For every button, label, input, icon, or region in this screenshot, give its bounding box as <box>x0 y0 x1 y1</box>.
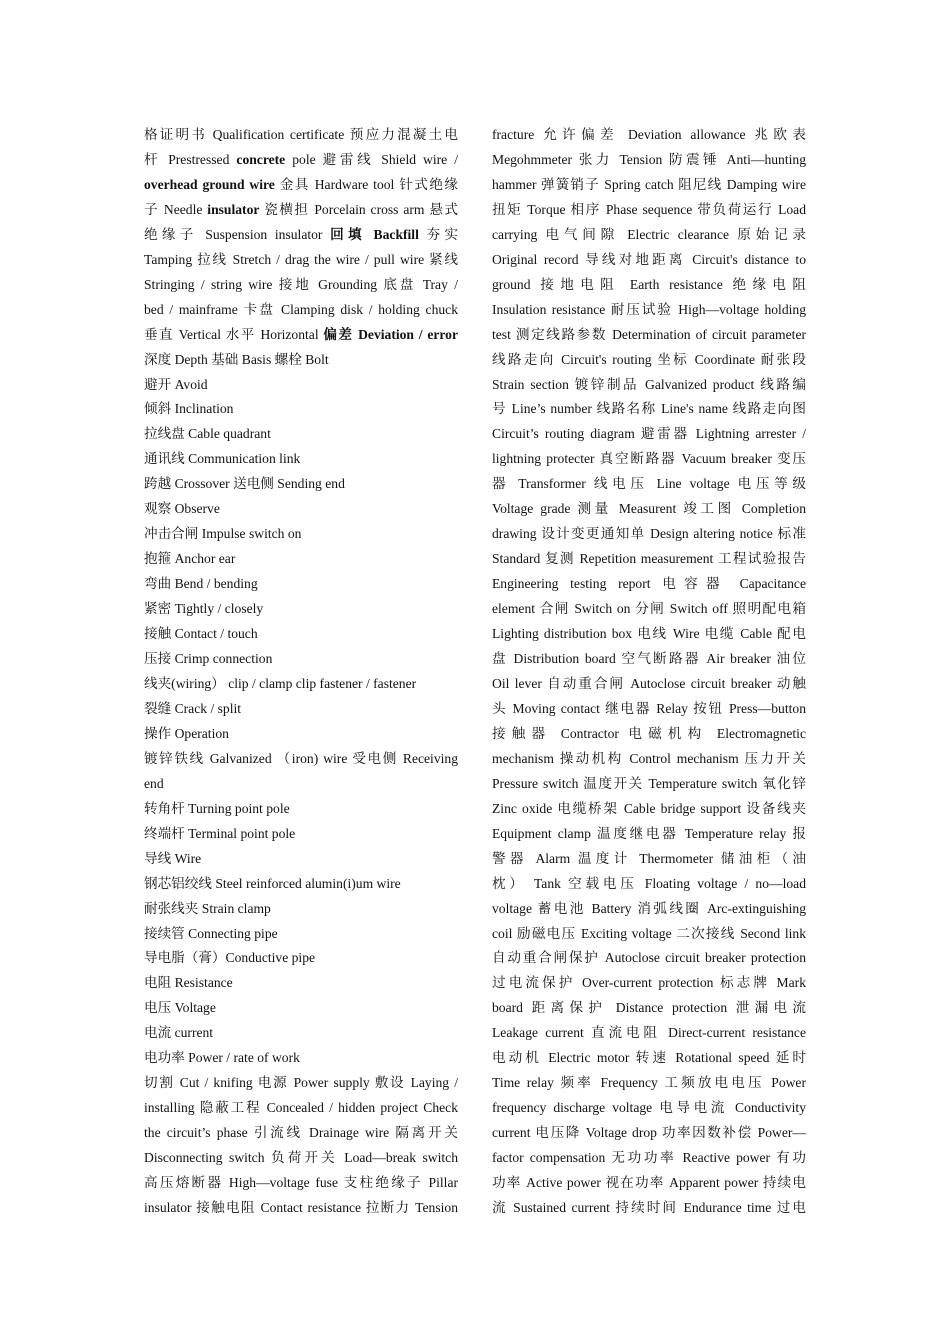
bold-term: overhead ground wire <box>144 176 275 192</box>
line-text: 冲击合闸 Impulse switch on <box>144 526 302 542</box>
text-line <box>492 1196 806 1221</box>
text-line <box>492 472 806 497</box>
text-line <box>144 148 458 173</box>
text-line <box>144 522 458 547</box>
bold-term: insulator <box>207 201 260 217</box>
line-text: 器 Transformer 线电压 Line voltage 电压等级 <box>492 476 806 492</box>
text-line <box>144 996 458 1021</box>
line-text: insulator 接触电阻 Contact resistance 拉断力 Tension <box>144 1199 458 1215</box>
line-text: Disconnecting switch 负荷开关 Load—break switch <box>144 1150 458 1166</box>
line-text: 电阻 Resistance <box>144 975 233 991</box>
text-line <box>144 422 458 447</box>
line-text: board 距离保护 Distance protection 泄漏电流 <box>492 1000 806 1016</box>
text-line <box>144 622 458 647</box>
text-line <box>144 946 458 971</box>
line-text: 裂缝 Crack / split <box>144 700 242 716</box>
right-column <box>492 123 806 1221</box>
text-line <box>492 123 806 148</box>
text-line <box>144 373 458 398</box>
text-line <box>144 323 458 348</box>
text-line <box>144 672 458 697</box>
line-text: 压接 Crimp connection <box>144 651 273 667</box>
text-line <box>144 697 458 722</box>
text-line <box>144 198 458 223</box>
line-text: 自动重合闸保护 Autoclose circuit breaker protection <box>492 950 806 966</box>
text-line <box>492 597 806 622</box>
line-text: Oil lever 自动重合闸 Autoclose circuit breaker 动触 <box>492 675 806 691</box>
text-line <box>492 1021 806 1046</box>
text-line <box>144 173 458 198</box>
text-line <box>492 946 806 971</box>
text-line <box>144 1021 458 1046</box>
line-text: 避开 Avoid <box>144 376 208 392</box>
text-line <box>492 522 806 547</box>
line-text: 拉线盘 Cable quadrant <box>144 426 271 442</box>
line-text: 盘 Distribution board 空气断路器 Air breaker 油位 <box>492 651 806 667</box>
line-text: 夯实 <box>418 226 459 242</box>
line-text: 电功率 Power / rate of work <box>144 1050 300 1066</box>
text-line <box>492 747 806 772</box>
text-line <box>492 897 806 922</box>
line-text: 子 Needle <box>144 201 208 217</box>
text-line <box>144 1196 458 1221</box>
text-line <box>492 1046 806 1071</box>
line-text: pole 避雷线 Shield wire / <box>285 151 458 167</box>
text-line <box>492 772 806 797</box>
text-line <box>492 323 806 348</box>
text-line <box>492 1146 806 1171</box>
line-text: bed / mainframe 卡盘 Clamping disk / holding chuck <box>144 301 458 317</box>
line-text: element 合闸 Switch on 分闸 Switch off 照明配电箱 <box>492 601 806 617</box>
line-text: 接续管 Connecting pipe <box>144 925 278 941</box>
left-column <box>144 123 458 1221</box>
text-line <box>144 223 458 248</box>
line-text: 终端杆 Terminal point pole <box>144 825 296 841</box>
text-line <box>492 173 806 198</box>
text-line <box>144 472 458 497</box>
text-line <box>144 797 458 822</box>
line-text: Voltage grade 测量 Measurent 竣工图 Completion <box>492 501 806 517</box>
line-text: lightning protecter 真空断路器 Vacuum breaker 变压 <box>492 451 806 467</box>
text-line <box>492 148 806 173</box>
line-text: factor compensation 无功功率 Reactive power 有功 <box>492 1150 806 1166</box>
line-text: 倾斜 Inclination <box>144 401 234 417</box>
line-text: 垂直 Vertical 水平 Horizontal <box>144 326 324 342</box>
line-text: fracture 允许偏差 Deviation allowance 兆欧表 <box>492 127 806 142</box>
text-line <box>492 248 806 273</box>
text-line <box>492 971 806 996</box>
text-line <box>492 348 806 373</box>
line-text: Lighting distribution box 电线 Wire 电缆 Cable 配电 <box>492 626 806 642</box>
line-text: Strain section 镀锌制品 Galvanized product 线路编 <box>492 376 806 392</box>
line-text: 钢芯铝绞线 Steel reinforced alumin(i)um wire <box>144 875 401 891</box>
text-line <box>492 497 806 522</box>
line-text: 电动机 Electric motor 转速 Rotational speed 延时 <box>492 1050 806 1066</box>
line-text: 线路走向 Circuit's routing 坐标 Coordinate 耐张段 <box>492 351 806 367</box>
bold-term: concrete <box>236 151 286 167</box>
text-line <box>144 872 458 897</box>
text-line <box>492 1171 806 1196</box>
text-line <box>492 797 806 822</box>
text-line <box>144 1171 458 1196</box>
line-text: end <box>144 775 164 791</box>
line-text: Tamping 拉线 Stretch / drag the wire / pull wire 紧线 <box>144 251 458 267</box>
text-line <box>144 497 458 522</box>
line-text: Original record 导线对地距离 Circuit's distance to <box>492 251 806 267</box>
line-text: Time relay 频率 Frequency 工频放电电压 Power <box>492 1075 806 1091</box>
line-text: voltage 蓄电池 Battery 消弧线圈 Arc-extinguishing <box>492 900 806 916</box>
text-line <box>144 847 458 872</box>
text-line <box>492 422 806 447</box>
line-text: frequency discharge voltage 电导电流 Conductivity <box>492 1100 806 1116</box>
line-text: carrying 电气间隙 Electric clearance 原始记录 <box>492 226 806 242</box>
line-text: 电流 current <box>144 1025 214 1041</box>
line-text: hammer 弹簧销子 Spring catch 阻尼线 Damping wire <box>492 176 806 192</box>
text-line <box>492 223 806 248</box>
line-text: Stringing / string wire 接地 Grounding 底盘 Tray / <box>144 276 458 292</box>
text-line <box>144 971 458 996</box>
text-line <box>492 572 806 597</box>
line-text: 弯曲 Bend / bending <box>144 576 258 592</box>
text-line <box>492 198 806 223</box>
line-text: Megohmmeter 张力 Tension 防震锤 Anti—hunting <box>492 151 806 167</box>
text-line <box>492 697 806 722</box>
line-text: 切割 Cut / knifing 电源 Power supply 敷设 Laying / <box>144 1075 458 1091</box>
text-line <box>492 822 806 847</box>
text-line <box>492 373 806 398</box>
text-line <box>492 847 806 872</box>
line-text: 金具 Hardware tool 针式绝缘 <box>274 176 459 192</box>
line-text: 格证明书 Qualification certificate 预应力混凝土电 <box>144 127 458 142</box>
line-text: 枕） Tank 空载电压 Floating voltage / no—load <box>492 875 806 891</box>
text-line <box>492 872 806 897</box>
line-text: Zinc oxide 电缆桥架 Cable bridge support 设备线夹 <box>492 800 806 816</box>
line-text: 头 Moving contact 继电器 Relay 按钮 Press—button <box>492 700 806 716</box>
line-text: 观察 Observe <box>144 501 220 517</box>
text-line <box>492 397 806 422</box>
line-text: 深度 Depth 基础 Basis 螺栓 Bolt <box>144 351 329 367</box>
line-text: installing 隐蔽工程 Concealed / hidden project Check <box>144 1100 458 1116</box>
line-text: 绝缘子 Suspension insulator <box>144 226 331 242</box>
line-text: 导电脂（膏）Conductive pipe <box>144 950 316 966</box>
text-line <box>144 1121 458 1146</box>
line-text: 瓷横担 Porcelain cross arm 悬式 <box>259 201 458 217</box>
text-line <box>144 547 458 572</box>
line-text: 过电流保护 Over-current protection 标志牌 Mark <box>492 975 806 991</box>
line-text: 抱箍 Anchor ear <box>144 551 236 567</box>
line-text: Insulation resistance 耐压试验 High—voltage holding <box>492 301 806 317</box>
line-text: 杆 Prestressed <box>144 151 237 167</box>
bold-term: 偏差 Deviation / error <box>323 326 458 342</box>
text-line <box>144 747 458 772</box>
text-line <box>144 722 458 747</box>
line-text: ground 接地电阻 Earth resistance 绝缘电阻 <box>492 276 806 292</box>
line-text: 接触器 Contractor 电磁机构 Electromagnetic <box>492 725 806 741</box>
text-line <box>144 273 458 298</box>
line-text: Standard 复测 Repetition measurement 工程试验报告 <box>492 551 806 567</box>
line-text: 高压熔断器 High—voltage fuse 支柱绝缘子 Pillar <box>144 1175 458 1191</box>
text-line <box>144 572 458 597</box>
line-text: Engineering testing report 电容器 Capacitance <box>492 576 806 592</box>
line-text: coil 励磁电压 Exciting voltage 二次接线 Second link <box>492 925 806 941</box>
line-text: 流 Sustained current 持续时间 Endurance time 过电 <box>492 1199 806 1215</box>
text-line <box>492 922 806 947</box>
text-line <box>492 722 806 747</box>
text-line <box>144 1146 458 1171</box>
text-line <box>492 298 806 323</box>
text-line <box>492 1121 806 1146</box>
text-line <box>144 397 458 422</box>
text-line <box>492 273 806 298</box>
line-text: 号 Line’s number 线路名称 Line's name 线路走向图 <box>492 401 806 417</box>
text-line <box>492 1071 806 1096</box>
line-text: drawing 设计变更通知单 Design altering notice 标准 <box>492 526 806 542</box>
text-line <box>492 672 806 697</box>
text-line <box>144 922 458 947</box>
line-text: test 测定线路参数 Determination of circuit parameter <box>492 326 806 342</box>
line-text: 线夹(wiring） clip / clamp clip fastener / fastener <box>144 675 417 691</box>
text-line <box>492 447 806 472</box>
line-text: 跨越 Crossover 送电侧 Sending end <box>144 476 345 492</box>
line-text: 电压 Voltage <box>144 1000 216 1016</box>
text-line <box>144 772 458 797</box>
text-line <box>144 822 458 847</box>
text-line <box>144 447 458 472</box>
text-line <box>144 597 458 622</box>
text-line <box>492 1096 806 1121</box>
line-text: Pressure switch 温度开关 Temperature switch 氧化锌 <box>492 775 806 791</box>
text-line <box>144 647 458 672</box>
line-text: 镀锌铁线 Galvanized （iron) wire 受电侧 Receiving <box>144 750 458 766</box>
line-text: current 电压降 Voltage drop 功率因数补偿 Power— <box>492 1125 806 1141</box>
bold-term: 回填 Backfill <box>330 226 419 242</box>
line-text: 紧密 Tightly / closely <box>144 601 264 617</box>
line-text: mechanism 操动机构 Control mechanism 压力开关 <box>492 750 806 766</box>
line-text: Leakage current 直流电阻 Direct-current resistance <box>492 1025 806 1041</box>
line-text: 通讯线 Communication link <box>144 451 301 467</box>
line-text: 操作 Operation <box>144 725 229 741</box>
line-text: Equipment clamp 温度继电器 Temperature relay 报 <box>492 825 806 841</box>
text-line <box>144 298 458 323</box>
line-text: 扭矩 Torque 相序 Phase sequence 带负荷运行 Load <box>492 201 806 217</box>
text-line <box>492 622 806 647</box>
line-text: 转角杆 Turning point pole <box>144 800 290 816</box>
line-text: 耐张线夹 Strain clamp <box>144 900 271 916</box>
line-text: 接触 Contact / touch <box>144 626 258 642</box>
text-line <box>144 1046 458 1071</box>
line-text: 导线 Wire <box>144 850 202 866</box>
text-line <box>144 348 458 373</box>
line-text: Circuit’s routing diagram 避雷器 Lightning arrester / <box>492 426 806 442</box>
text-line <box>492 647 806 672</box>
text-line <box>144 248 458 273</box>
line-text: 功率 Active power 视在功率 Apparent power 持续电 <box>492 1175 806 1191</box>
line-text: 警器 Alarm 温度计 Thermometer 储油柜（油 <box>492 850 806 866</box>
text-line <box>144 1071 458 1096</box>
text-line <box>492 547 806 572</box>
text-line <box>144 1096 458 1121</box>
text-line <box>144 897 458 922</box>
text-line <box>144 123 458 148</box>
text-line <box>492 996 806 1021</box>
line-text: the circuit’s phase 引流线 Drainage wire 隔离开关 <box>144 1125 458 1141</box>
